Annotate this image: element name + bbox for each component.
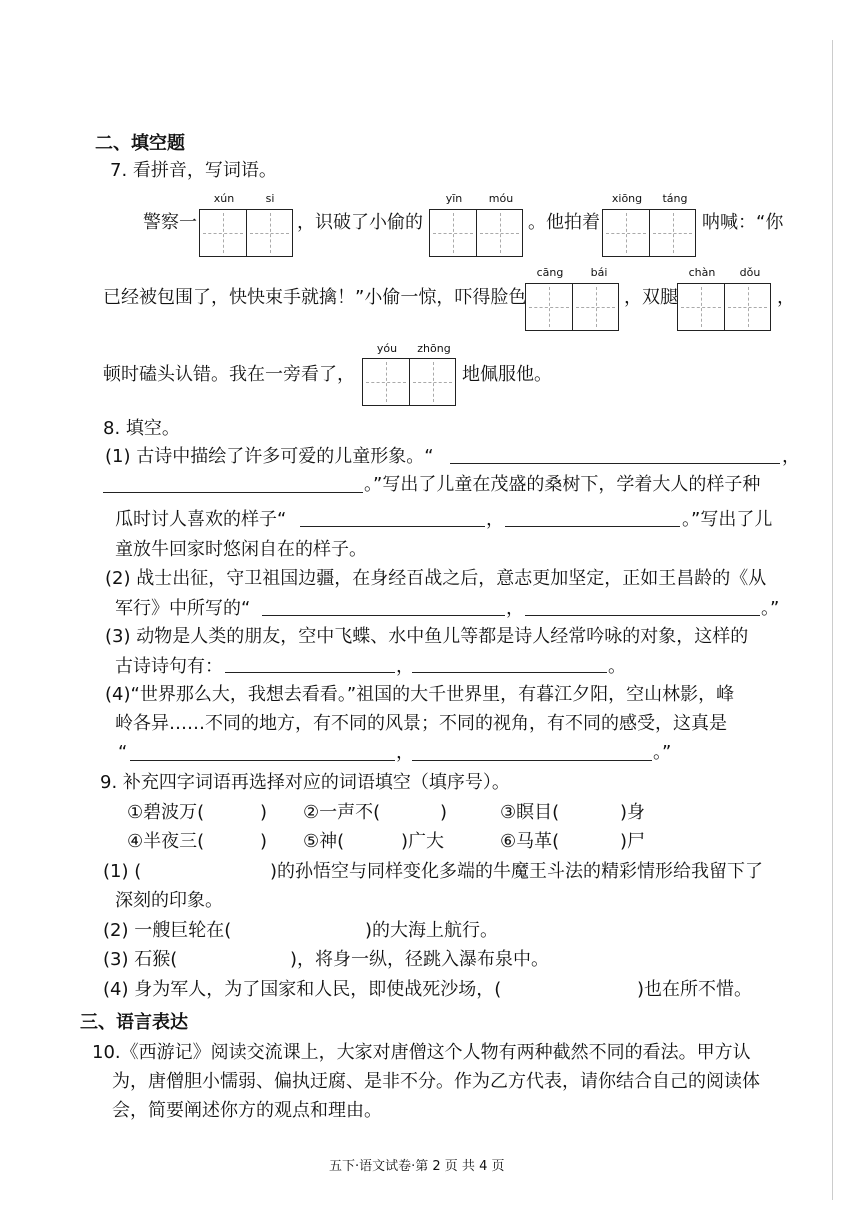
question-7-prompt: 7. 看拼音，写词语。 bbox=[110, 160, 277, 181]
idiom-item: ⑤神( bbox=[303, 831, 345, 852]
q8-text: 。”写出了儿童在茂盛的桑树下，学着大人的样子种 bbox=[364, 474, 761, 495]
answer-line[interactable] bbox=[505, 526, 680, 527]
q9-text: )的孙悟空与同样变化多端的牛魔王斗法的精彩情形给我留下了 bbox=[270, 861, 764, 882]
section-title: 二、填空题 bbox=[95, 133, 185, 154]
q7-text: 呐喊：“你 bbox=[702, 212, 784, 233]
q8-text: ， bbox=[506, 598, 524, 619]
answer-line[interactable] bbox=[130, 760, 395, 761]
idiom-item: ①碧波万( bbox=[127, 802, 205, 823]
q8-text: 古诗诗句有： bbox=[115, 656, 223, 677]
q8-text: 岭各异……不同的地方，有不同的风景；不同的视角，有不同的感受，这真是 bbox=[115, 713, 727, 734]
q9-text: )也在所不惜。 bbox=[637, 979, 753, 1000]
writing-grid[interactable] bbox=[525, 283, 619, 331]
q9-text: )，将身一纵，径跳入瀑布泉中。 bbox=[290, 949, 550, 970]
q7-text: 。他拍着 bbox=[528, 212, 600, 233]
idiom-item: ②一声不( bbox=[303, 802, 381, 823]
idiom-item: ④半夜三( bbox=[127, 831, 205, 852]
q8-text: (1) 古诗中描绘了许多可爱的儿童形象。“ bbox=[105, 446, 434, 467]
q9-text: 深刻的印象。 bbox=[115, 890, 223, 911]
idiom-item: ⑥马革( bbox=[500, 831, 560, 852]
section-title: 三、语言表达 bbox=[80, 1012, 188, 1033]
answer-line[interactable] bbox=[300, 526, 485, 527]
q9-text: (3) 石猴( bbox=[103, 949, 178, 970]
q8-text: 。” bbox=[761, 598, 780, 619]
q10-text: 会，简要阐述你方的观点和理由。 bbox=[112, 1100, 382, 1121]
answer-line[interactable] bbox=[103, 492, 363, 493]
idiom-item: ) bbox=[260, 831, 268, 852]
answer-line[interactable] bbox=[412, 760, 652, 761]
answer-line[interactable] bbox=[450, 463, 780, 464]
q9-text: (2) 一艘巨轮在( bbox=[103, 920, 232, 941]
question-8-prompt: 8. 填空。 bbox=[103, 418, 180, 439]
q8-text: “ bbox=[118, 742, 128, 763]
idiom-item: )身 bbox=[620, 802, 646, 823]
q7-text: 顿时磕头认错。我在一旁看了， bbox=[103, 364, 355, 385]
q8-text: ， bbox=[396, 656, 414, 677]
answer-line[interactable] bbox=[525, 615, 760, 616]
q9-text: (1) ( bbox=[103, 861, 142, 882]
q7-text: ， bbox=[777, 287, 795, 308]
pinyin: si bbox=[265, 192, 275, 205]
q9-text: )的大海上航行。 bbox=[365, 920, 499, 941]
q7-text: ，双腿 bbox=[624, 287, 678, 308]
pinyin: cāng bbox=[536, 266, 564, 279]
q7-text: 地佩服他。 bbox=[462, 364, 552, 385]
pinyin: táng bbox=[662, 192, 688, 205]
idiom-item: ) bbox=[440, 802, 448, 823]
q8-text: 瓜时讨人喜欢的样子“ bbox=[115, 509, 287, 530]
answer-line[interactable] bbox=[412, 672, 607, 673]
writing-grid[interactable] bbox=[362, 358, 456, 406]
idiom-item: )广大 bbox=[401, 831, 445, 852]
question-9-prompt: 9. 补充四字词语再选择对应的词语填空（填序号）。 bbox=[100, 772, 510, 793]
idiom-item: ③瞑目( bbox=[500, 802, 560, 823]
pinyin: xún bbox=[213, 192, 235, 205]
q8-text: 。 bbox=[608, 656, 626, 677]
q8-text: ， bbox=[396, 742, 414, 763]
q8-text: (4)“世界那么大，我想去看看。”祖国的大千世界里，有暮江夕阳，空山林影，峰 bbox=[105, 684, 735, 705]
page-edge bbox=[832, 40, 833, 1200]
q8-text: ， bbox=[486, 509, 504, 530]
q8-text: (2) 战士出征，守卫祖国边疆，在身经百战之后，意志更加坚定，正如王昌龄的《从 bbox=[105, 568, 767, 589]
q9-text: (4) 身为军人，为了国家和人民，即使战死沙场，( bbox=[103, 979, 502, 1000]
writing-grid[interactable] bbox=[429, 209, 523, 257]
pinyin: dǒu bbox=[739, 266, 761, 279]
pinyin: zhōng bbox=[417, 342, 451, 355]
q7-text: ，识破了小偷的 bbox=[297, 212, 423, 233]
q7-text: 已经被包围了，快快束手就擒！”小偷一惊，吓得脸色 bbox=[103, 287, 527, 308]
q7-text: 警察一 bbox=[143, 212, 197, 233]
idiom-item: )尸 bbox=[620, 831, 646, 852]
q8-text: ， bbox=[782, 446, 800, 467]
idiom-item: ) bbox=[260, 802, 268, 823]
q8-text: 军行》中所写的“ bbox=[115, 598, 251, 619]
pinyin: chàn bbox=[688, 266, 716, 279]
q10-text: 为，唐僧胆小懦弱、偏执迂腐、是非不分。作为乙方代表，请你结合自己的阅读体 bbox=[112, 1071, 760, 1092]
writing-grid[interactable] bbox=[602, 209, 696, 257]
writing-grid[interactable] bbox=[199, 209, 293, 257]
pinyin: yīn bbox=[445, 192, 463, 205]
pinyin: yóu bbox=[376, 342, 398, 355]
pinyin: móu bbox=[488, 192, 514, 205]
writing-grid[interactable] bbox=[677, 283, 771, 331]
q8-text: 。” bbox=[653, 742, 672, 763]
answer-line[interactable] bbox=[262, 615, 505, 616]
q8-text: 。”写出了儿 bbox=[682, 509, 773, 530]
q8-text: 童放牛回家时悠闲自在的样子。 bbox=[115, 539, 367, 560]
q8-text: (3) 动物是人类的朋友，空中飞蝶、水中鱼儿等都是诗人经常吟咏的对象，这样的 bbox=[105, 626, 749, 647]
page-footer: 五下·语文试卷·第 2 页 共 4 页 bbox=[329, 1159, 505, 1174]
q10-text: 10.《西游记》阅读交流课上，大家对唐僧这个人物有两种截然不同的看法。甲方认 bbox=[92, 1042, 751, 1063]
pinyin: xiōng bbox=[611, 192, 643, 205]
answer-line[interactable] bbox=[225, 672, 395, 673]
pinyin: bái bbox=[590, 266, 608, 279]
